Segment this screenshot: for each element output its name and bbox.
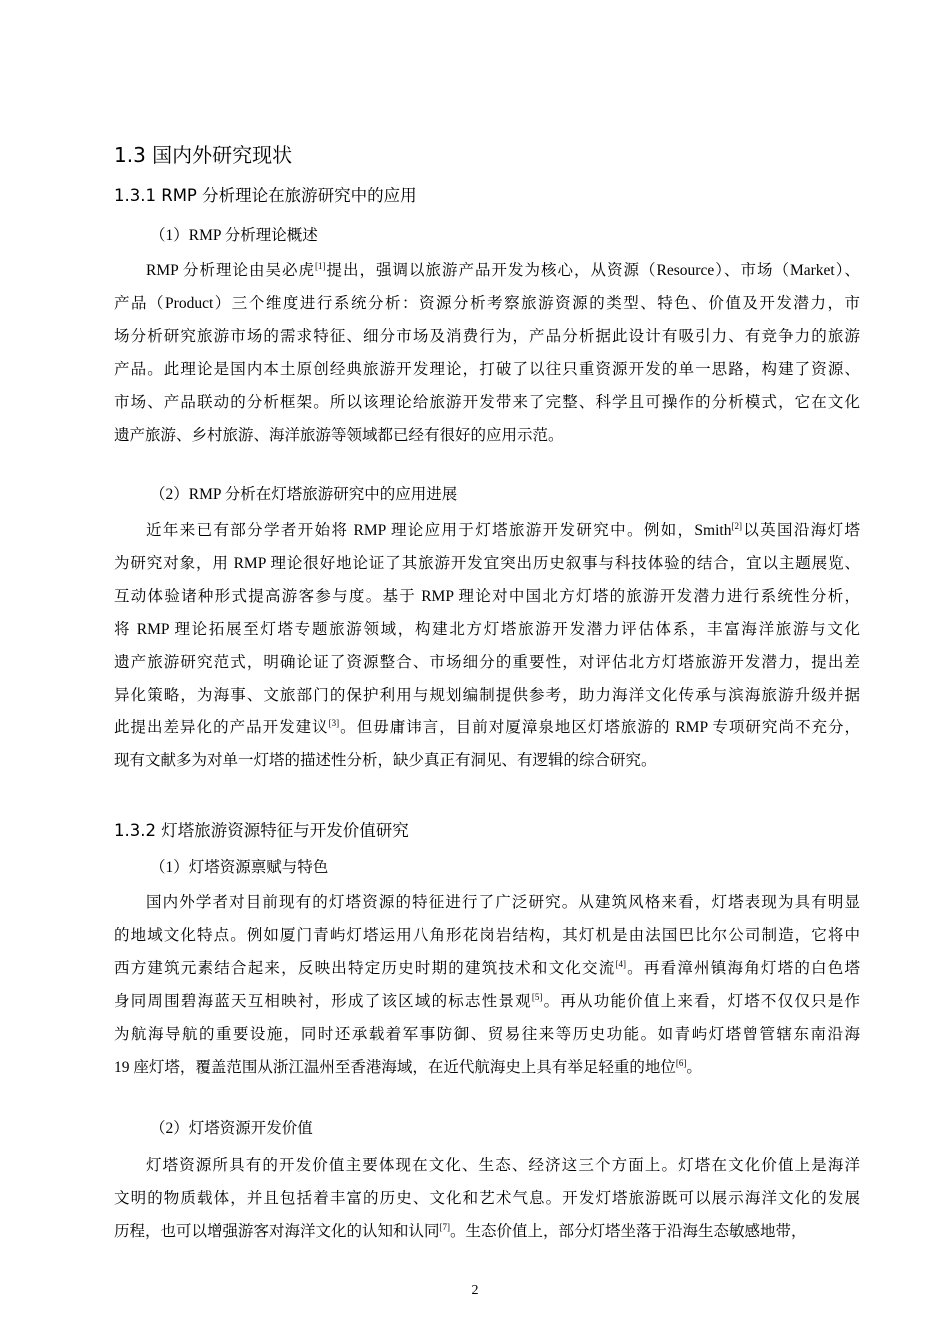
text-run: 遗产旅游研究范式，明确论证了资源整合、市场细分的重要性，对评估北方灯塔旅游开发潜力，提出差 bbox=[114, 653, 860, 671]
paragraph-line bbox=[114, 1216, 860, 1249]
paragraph-line bbox=[114, 953, 860, 986]
paragraph-line bbox=[114, 581, 860, 614]
paragraph-rmp-overview bbox=[114, 255, 860, 452]
citation-marker: [1] bbox=[315, 261, 326, 271]
text-run: 19 座灯塔，覆盖范围从浙江温州至香港海域，在近代航海史上具有举足轻重的地位 bbox=[114, 1058, 676, 1076]
paragraph-line bbox=[114, 420, 860, 453]
text-run: 近年来已有部分学者开始将 RMP 理论应用于灯塔旅游开发研究中。例如，Smith bbox=[146, 522, 732, 539]
subsection-heading-1-3-1: 1.3.1 RMP 分析理论在旅游研究中的应用 bbox=[114, 186, 417, 205]
paragraph-line bbox=[114, 288, 860, 321]
paragraph-line bbox=[114, 548, 860, 581]
text-run: 市场、产品联动的分析框架。所以该理论给旅游开发带来了完整、科学且可操作的分析模式，它在文化 bbox=[114, 393, 860, 411]
paragraph-line bbox=[114, 712, 860, 745]
text-run: 产品（Product）三个维度进行系统分析：资源分析考察旅游资源的类型、特色、价值及开发潜力，市 bbox=[114, 294, 860, 312]
citation-marker: [4] bbox=[615, 958, 626, 969]
text-run: 历程，也可以增强游客对海洋文化的认知和认同 bbox=[114, 1222, 440, 1240]
text-run: 产品。此理论是国内本土原创经典旅游开发理论，打破了以往只重资源开发的单一思路，构建了资源、 bbox=[114, 360, 860, 378]
text-run: 现有文献多为对单一灯塔的描述性分析，缺少真正有洞见、有逻辑的综合研究。 bbox=[114, 752, 657, 770]
item-heading-rmp-lighthouse: （2）RMP 分析在灯塔旅游研究中的应用进展 bbox=[150, 486, 458, 503]
paragraph-line bbox=[114, 387, 860, 420]
text-run: 。再看漳州镇海角灯塔的白色塔 bbox=[625, 959, 860, 977]
text-run: 互动体验诸种形式提高游客参与度。基于 RMP 理论对中国北方灯塔的旅游开发潜力进行系统性分析， bbox=[114, 587, 860, 605]
paragraph-rmp-lighthouse bbox=[114, 515, 860, 778]
citation-marker: [6] bbox=[675, 1057, 687, 1068]
subsection-heading-1-3-2: 1.3.2 灯塔旅游资源特征与开发价值研究 bbox=[114, 821, 409, 840]
text-run: 此提出差异化的产品开发建议 bbox=[114, 719, 329, 737]
paragraph-line bbox=[114, 321, 860, 354]
text-run: 。生态价值上，部分灯塔坐落于沿海生态敏感地带， bbox=[450, 1222, 807, 1240]
text-run: 将 RMP 理论拓展至灯塔专题旅游领域，构建北方灯塔旅游开发潜力评估体系，丰富海洋旅游与文化 bbox=[114, 620, 860, 638]
text-run: 国内外学者对目前现有的灯塔资源的特征进行了广泛研究。从建筑风格来看，灯塔表现为具有明显 bbox=[146, 894, 860, 911]
text-run: 异化策略，为海事、文旅部门的保护利用与规划编制提供参考，助力海洋文化传承与滨海旅游升级并据 bbox=[114, 686, 860, 704]
text-run: 文明的物质载体，并且包括着丰富的历史、文化和艺术气息。开发灯塔旅游既可以展示海洋文化的发展 bbox=[114, 1189, 860, 1207]
text-run: 。再从功能价值上来看，灯塔不仅仅只是作 bbox=[542, 992, 860, 1010]
text-run: 为研究对象，用 RMP 理论很好地论证了其旅游开发宜突出历史叙事与科技体验的结合，宜以主题展览、 bbox=[114, 554, 860, 572]
text-run: 场分析研究旅游市场的需求特征、细分市场及消费行为，产品分析据此设计有吸引力、有竞争力的旅游 bbox=[114, 327, 860, 345]
citation-marker: [2] bbox=[731, 521, 742, 531]
text-run: 西方建筑元素结合起来，反映出特定历史时期的建筑技术和文化交流 bbox=[114, 959, 616, 977]
paragraph-line bbox=[114, 745, 860, 778]
text-run: 为航海导航的重要设施，同时还承载着军事防御、贸易往来等历史功能。如青屿灯塔曾管辖东南沿海 bbox=[114, 1025, 860, 1043]
citation-marker: [7] bbox=[439, 1221, 451, 1232]
page-number: 2 bbox=[471, 1283, 479, 1298]
text-run: 灯塔资源所具有的开发价值主要体现在文化、生态、经济这三个方面上。灯塔在文化价值上是海洋 bbox=[146, 1157, 860, 1174]
paragraph-line bbox=[114, 255, 860, 288]
text-run: 提出，强调以旅游产品开发为核心，从资源（Resource）、市场（Market）、 bbox=[325, 262, 860, 279]
text-run: 身同周围碧海蓝天互相映衬，形成了该区域的标志性景观 bbox=[114, 992, 532, 1010]
text-run: 。 bbox=[686, 1058, 702, 1076]
citation-marker: [5] bbox=[531, 991, 543, 1002]
paragraph-line bbox=[114, 986, 860, 1019]
text-run: 。但毋庸讳言，目前对厦漳泉地区灯塔旅游的 RMP 专项研究尚不充分， bbox=[339, 719, 860, 737]
paragraph-line bbox=[114, 1019, 860, 1052]
paragraph-line bbox=[114, 354, 860, 387]
paragraph-resource-features bbox=[114, 887, 860, 1084]
paragraph-line bbox=[114, 920, 860, 953]
paragraph-line bbox=[114, 1150, 860, 1183]
text-run: 遗产旅游、乡村旅游、海洋旅游等领域都已经有很好的应用示范。 bbox=[114, 426, 564, 444]
paragraph-line bbox=[114, 515, 860, 548]
paragraph-line bbox=[114, 680, 860, 713]
paragraph-line bbox=[114, 887, 860, 920]
item-heading-resource-features: （1）灯塔资源禀赋与特色 bbox=[150, 859, 329, 876]
text-run: RMP 分析理论由吴必虎 bbox=[146, 262, 316, 279]
item-heading-development-value: （2）灯塔资源开发价值 bbox=[150, 1120, 313, 1137]
paragraph-line bbox=[114, 1183, 860, 1216]
citation-marker: [3] bbox=[328, 718, 340, 729]
paragraph-development-value bbox=[114, 1150, 860, 1249]
text-run: 以英国沿海灯塔 bbox=[741, 522, 860, 539]
section-heading: 1.3 国内外研究现状 bbox=[114, 143, 293, 167]
paragraph-line bbox=[114, 647, 860, 680]
item-heading-rmp-overview: （1）RMP 分析理论概述 bbox=[150, 227, 318, 244]
text-run: 的地域文化特点。例如厦门青屿灯塔运用八角形花岗岩结构，其灯机是由法国巴比尔公司制造，它将中 bbox=[114, 926, 860, 944]
paragraph-line bbox=[114, 614, 860, 647]
paragraph-line bbox=[114, 1052, 860, 1085]
